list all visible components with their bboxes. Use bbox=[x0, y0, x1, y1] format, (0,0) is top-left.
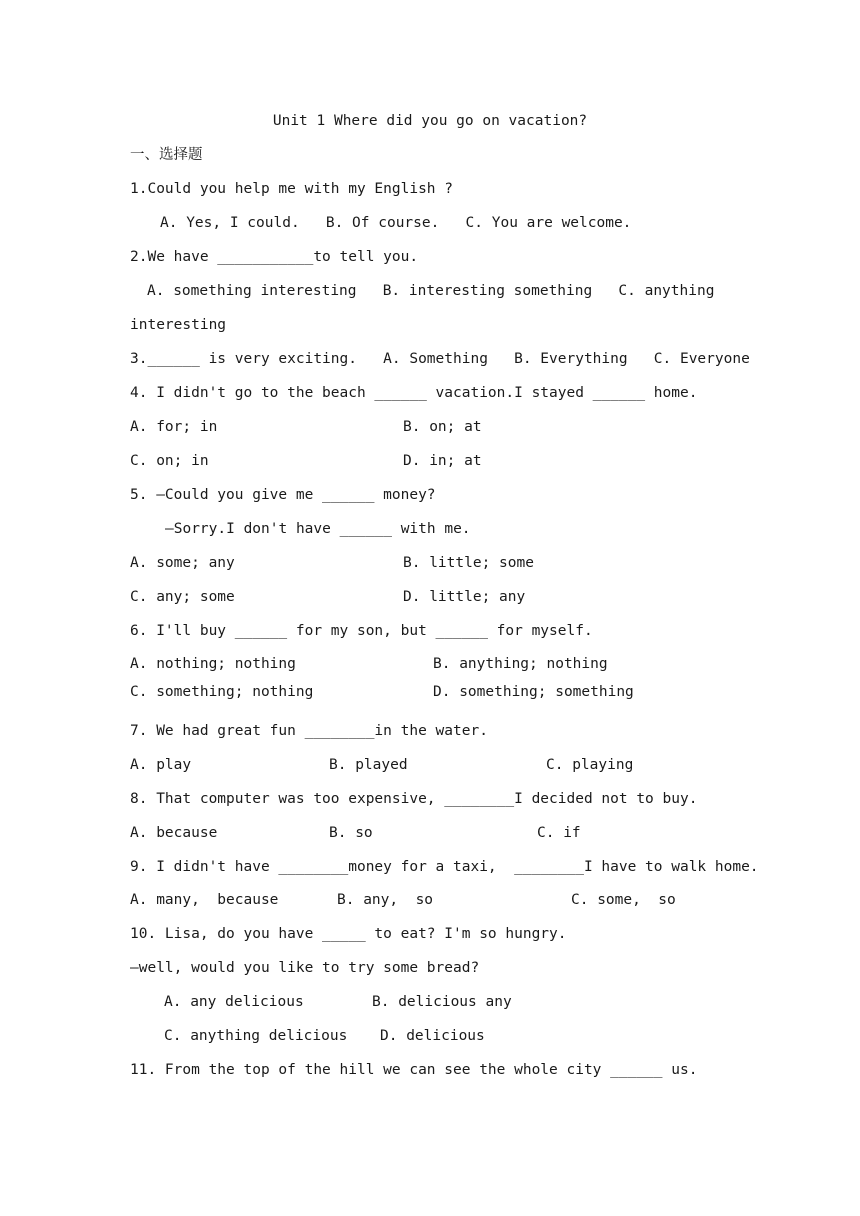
option-10d: D. delicious bbox=[380, 1028, 485, 1044]
question-2-options-cont: interesting bbox=[130, 317, 227, 333]
option-5d: D. little; any bbox=[403, 589, 526, 605]
document-title: Unit 1 Where did you go on vacation? bbox=[272, 113, 588, 129]
option-10a: A. any delicious bbox=[164, 994, 304, 1010]
question-6: 6. I'll buy ______ for my son, but ______ for myself. bbox=[130, 623, 593, 639]
option-4d: D. in; at bbox=[403, 453, 482, 469]
question-10: 10. Lisa, do you have _____ to eat? I'm so hungry. bbox=[130, 926, 567, 942]
option-8c: C. if bbox=[537, 825, 581, 841]
question-2-options: A. something interesting B. interesting something C. anything bbox=[147, 283, 715, 299]
option-9a: A. many, because bbox=[130, 892, 279, 908]
option-7c: C. playing bbox=[546, 757, 634, 773]
option-6a: A. nothing; nothing bbox=[130, 656, 296, 672]
question-1-options: A. Yes, I could. B. Of course. C. You are welcome. bbox=[160, 215, 632, 231]
option-5c: C. any; some bbox=[130, 589, 235, 605]
option-5a: A. some; any bbox=[130, 555, 235, 571]
option-7b: B. played bbox=[329, 757, 408, 773]
option-4c: C. on; in bbox=[130, 453, 209, 469]
option-5b: B. little; some bbox=[403, 555, 534, 571]
question-3: 3.______ is very exciting. A. Something B. Everything C. Everyone bbox=[130, 351, 750, 367]
question-8: 8. That computer was too expensive, ________I decided not to buy. bbox=[130, 791, 698, 807]
question-2: 2.We have ___________to tell you. bbox=[130, 249, 419, 265]
question-1: 1.Could you help me with my English ? bbox=[130, 181, 454, 197]
question-9: 9. I didn't have ________money for a taxi, ________I have to walk home. bbox=[130, 859, 759, 875]
option-10c: C. anything delicious bbox=[164, 1028, 348, 1044]
option-9c: C. some, so bbox=[571, 892, 676, 908]
option-8b: B. so bbox=[329, 825, 373, 841]
option-8a: A. because bbox=[130, 825, 218, 841]
option-4a: A. for; in bbox=[130, 419, 218, 435]
option-6d: D. something; something bbox=[433, 684, 634, 700]
question-4: 4. I didn't go to the beach ______ vacation.I stayed ______ home. bbox=[130, 385, 698, 401]
option-10b: B. delicious any bbox=[372, 994, 512, 1010]
question-10-reply: –well, would you like to try some bread? bbox=[130, 960, 480, 976]
question-11: 11. From the top of the hill we can see the whole city ______ us. bbox=[130, 1062, 698, 1078]
option-4b: B. on; at bbox=[403, 419, 482, 435]
section-heading: 一、选择题 bbox=[130, 147, 203, 163]
option-9b: B. any, so bbox=[337, 892, 434, 908]
option-6c: C. something; nothing bbox=[130, 684, 314, 700]
question-5: 5. —Could you give me ______ money? bbox=[130, 487, 436, 503]
option-7a: A. play bbox=[130, 757, 192, 773]
option-6b: B. anything; nothing bbox=[433, 656, 608, 672]
question-5-reply: —Sorry.I don't have ______ with me. bbox=[165, 521, 471, 537]
question-7: 7. We had great fun ________in the water. bbox=[130, 723, 488, 739]
